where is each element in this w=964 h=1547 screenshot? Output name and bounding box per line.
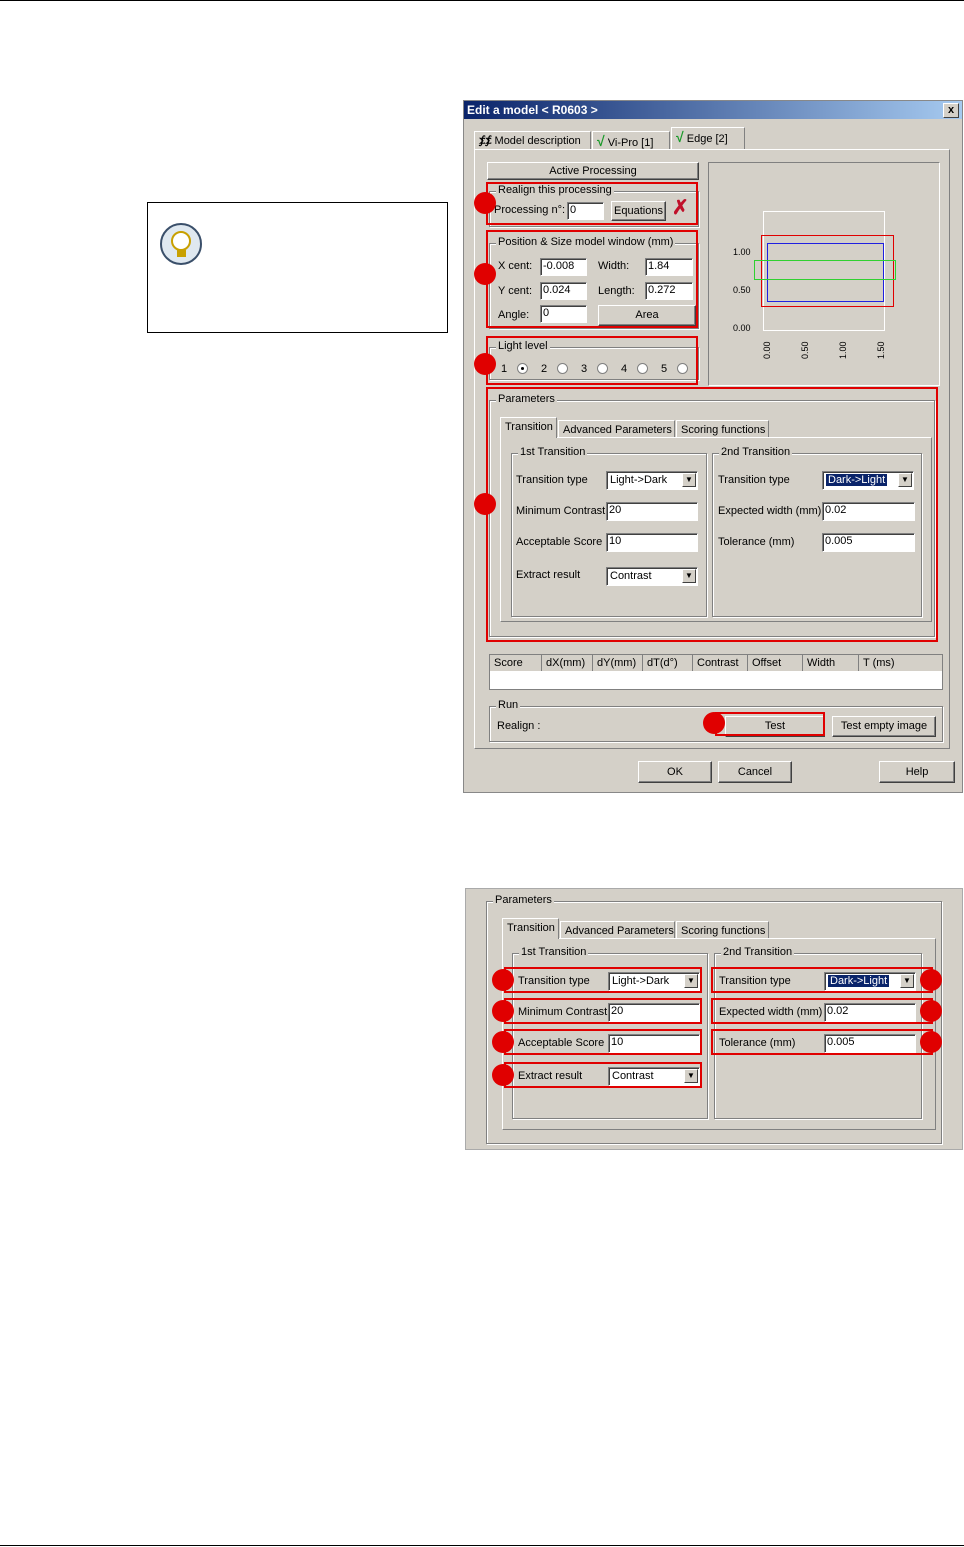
bottom-rule (0, 1545, 964, 1546)
light-level-5-label: 5 (661, 363, 668, 375)
marker-dot (920, 1031, 942, 1053)
detail-first-score-input[interactable]: 10 (608, 1034, 700, 1053)
model-icon: ⨋⨋ (479, 136, 492, 147)
delete-icon[interactable]: ✗ (672, 197, 689, 219)
highlight-detail-second-type (711, 967, 933, 993)
marker-dot (474, 192, 496, 214)
detail-first-transition-group: 1st Transition (512, 953, 708, 1119)
preview-y-tick: 0.50 (733, 285, 751, 295)
y-cent-label: Y cent: (498, 285, 533, 297)
detail-first-score-label: Acceptable Score (518, 1037, 605, 1049)
detail-second-tol-label: Tolerance (mm) (719, 1037, 796, 1049)
model-preview (708, 162, 940, 386)
y-cent-input[interactable]: 0.024 (540, 282, 587, 300)
cancel-button[interactable]: Cancel (718, 761, 792, 783)
test-button[interactable]: Test (725, 716, 825, 737)
marker-dot (703, 712, 725, 734)
highlight-light-level (486, 336, 698, 385)
subtab-transition[interactable]: Transition (500, 417, 557, 438)
preview-x-tick: 0.50 (800, 341, 810, 359)
chevron-down-icon: ▼ (684, 1069, 698, 1083)
first-extract-select[interactable]: Contrast ▼ (606, 567, 698, 586)
length-label: Length: (598, 285, 635, 297)
first-score-input[interactable]: 10 (606, 533, 698, 552)
detail-subtab-advanced-parameters[interactable]: Advanced Parameters (560, 921, 675, 939)
tip-box (147, 202, 448, 333)
results-header[interactable]: dX(mm) (542, 655, 593, 671)
highlight-realign (486, 182, 698, 225)
preview-x-tick: 0.00 (762, 341, 772, 359)
highlight-detail-first-extract (504, 1062, 702, 1088)
angle-input[interactable]: 0 (540, 305, 587, 323)
second-type-label: Transition type (718, 474, 790, 486)
highlight-test (715, 712, 825, 736)
active-processing-header: Active Processing (487, 162, 699, 180)
check-icon: √ (676, 129, 684, 145)
results-header[interactable]: Score (490, 655, 542, 671)
detail-second-tol-input[interactable]: 0.005 (824, 1034, 916, 1053)
results-header[interactable]: Width (803, 655, 859, 671)
results-header[interactable]: Offset (748, 655, 803, 671)
detail-parameters-group: Parameters (486, 901, 942, 1144)
realign-group: Realign this processing (489, 191, 699, 227)
top-rule (0, 0, 964, 1)
first-transition-group: 1st Transition (511, 453, 707, 617)
subtab-advanced-parameters[interactable]: Advanced Parameters (558, 420, 675, 438)
detail-second-transition-group: 2nd Transition (714, 953, 922, 1119)
detail-first-contrast-input[interactable]: 20 (608, 1003, 700, 1022)
marker-dot (492, 1000, 514, 1022)
preview-x-tick: 1.00 (838, 341, 848, 359)
length-input[interactable]: 0.272 (645, 282, 693, 300)
second-type-select[interactable]: Dark->Light ▼ (822, 471, 914, 490)
highlight-position (486, 230, 698, 328)
results-header[interactable]: dY(mm) (593, 655, 643, 671)
detail-first-contrast-label: Minimum Contrast (518, 1006, 608, 1018)
detail-subtab-scoring-functions[interactable]: Scoring functions (676, 921, 769, 939)
chevron-down-icon: ▼ (682, 473, 696, 487)
highlight-detail-first-score (504, 1029, 702, 1055)
detail-second-width-input[interactable]: 0.02 (824, 1003, 916, 1022)
second-tol-input[interactable]: 0.005 (822, 533, 915, 552)
first-extract-label: Extract result (516, 569, 581, 581)
angle-label: Angle: (498, 309, 530, 321)
preview-x-tick: 1.50 (876, 341, 886, 359)
second-transition-group: 2nd Transition (712, 453, 922, 617)
tab-edge[interactable]: √ Edge [2] (671, 127, 745, 149)
detail-first-type-select[interactable]: Light->Dark ▼ (608, 972, 700, 991)
marker-dot (474, 353, 496, 375)
light-level-3-label: 3 (581, 363, 588, 375)
detail-subtab-transition[interactable]: Transition (502, 918, 559, 939)
first-contrast-label: Minimum Contrast (516, 505, 606, 517)
highlight-detail-second-width (711, 998, 933, 1024)
marker-dot (920, 969, 942, 991)
tab-model-description[interactable]: ⨋⨋ Model description (474, 131, 591, 150)
first-type-select[interactable]: Light->Dark ▼ (606, 471, 698, 490)
light-level-group: Light level (489, 347, 699, 380)
marker-dot (492, 1031, 514, 1053)
highlight-detail-first-type (504, 967, 702, 993)
run-group: Run (489, 706, 943, 742)
x-cent-label: X cent: (498, 260, 533, 272)
detail-second-type-select[interactable]: Dark->Light ▼ (824, 972, 916, 991)
light-level-1-label: 1 (501, 363, 508, 375)
chevron-down-icon: ▼ (682, 569, 696, 583)
second-tol-label: Tolerance (mm) (718, 536, 795, 548)
tab-vi-pro[interactable]: √ Vi-Pro [1] (592, 131, 670, 150)
width-label: Width: (598, 260, 630, 272)
detail-first-type-label: Transition type (518, 975, 590, 987)
test-empty-image-button[interactable]: Test empty image (832, 716, 936, 737)
preview-y-tick: 0.00 (733, 323, 751, 333)
preview-y-tick: 1.00 (733, 247, 751, 257)
width-input[interactable]: 1.84 (645, 258, 693, 276)
first-contrast-input[interactable]: 20 (606, 502, 698, 521)
results-header[interactable]: dT(d°) (643, 655, 693, 671)
close-button[interactable]: x (943, 103, 959, 118)
marker-dot (920, 1000, 942, 1022)
first-type-label: Transition type (516, 474, 588, 486)
realign-status-label: Realign : (497, 720, 541, 732)
x-cent-input[interactable]: -0.008 (540, 258, 587, 276)
chevron-down-icon: ▼ (900, 974, 914, 988)
dialog-title: Edit a model < R0603 > (464, 101, 962, 119)
lightbulb-icon (160, 223, 202, 265)
marker-dot (474, 493, 496, 515)
results-table (489, 654, 943, 690)
results-header[interactable]: T (ms) (859, 655, 943, 671)
help-button[interactable]: Help (879, 761, 955, 783)
check-icon: √ (597, 133, 605, 149)
preview-green-window (754, 260, 896, 280)
marker-dot (474, 263, 496, 285)
subtab-scoring-functions[interactable]: Scoring functions (676, 420, 769, 438)
light-level-2-label: 2 (541, 363, 548, 375)
highlight-detail-first-contrast (504, 998, 702, 1024)
marker-dot (492, 969, 514, 991)
position-size-group: Position & Size model window (mm) (489, 243, 699, 329)
detail-second-width-label: Expected width (mm) (719, 1006, 823, 1018)
highlight-detail-second-tol (711, 1029, 933, 1055)
light-level-4-label: 4 (621, 363, 628, 375)
first-score-label: Acceptable Score (516, 536, 603, 548)
processing-label: Processing n°: (494, 204, 566, 216)
detail-first-extract-label: Extract result (518, 1070, 583, 1082)
processing-input[interactable]: 0 (567, 202, 604, 220)
second-width-label: Expected width (mm) (718, 505, 822, 517)
second-width-input[interactable]: 0.02 (822, 502, 915, 521)
area-button[interactable]: Area (598, 305, 696, 326)
ok-button[interactable]: OK (638, 761, 712, 783)
marker-dot (492, 1064, 514, 1086)
results-header[interactable]: Contrast (693, 655, 748, 671)
detail-second-type-label: Transition type (719, 975, 791, 987)
chevron-down-icon: ▼ (684, 974, 698, 988)
detail-first-extract-select[interactable]: Contrast ▼ (608, 1067, 700, 1086)
equations-button[interactable]: Equations (611, 201, 666, 221)
parameters-group: Parameters (489, 400, 935, 637)
chevron-down-icon: ▼ (898, 473, 912, 487)
